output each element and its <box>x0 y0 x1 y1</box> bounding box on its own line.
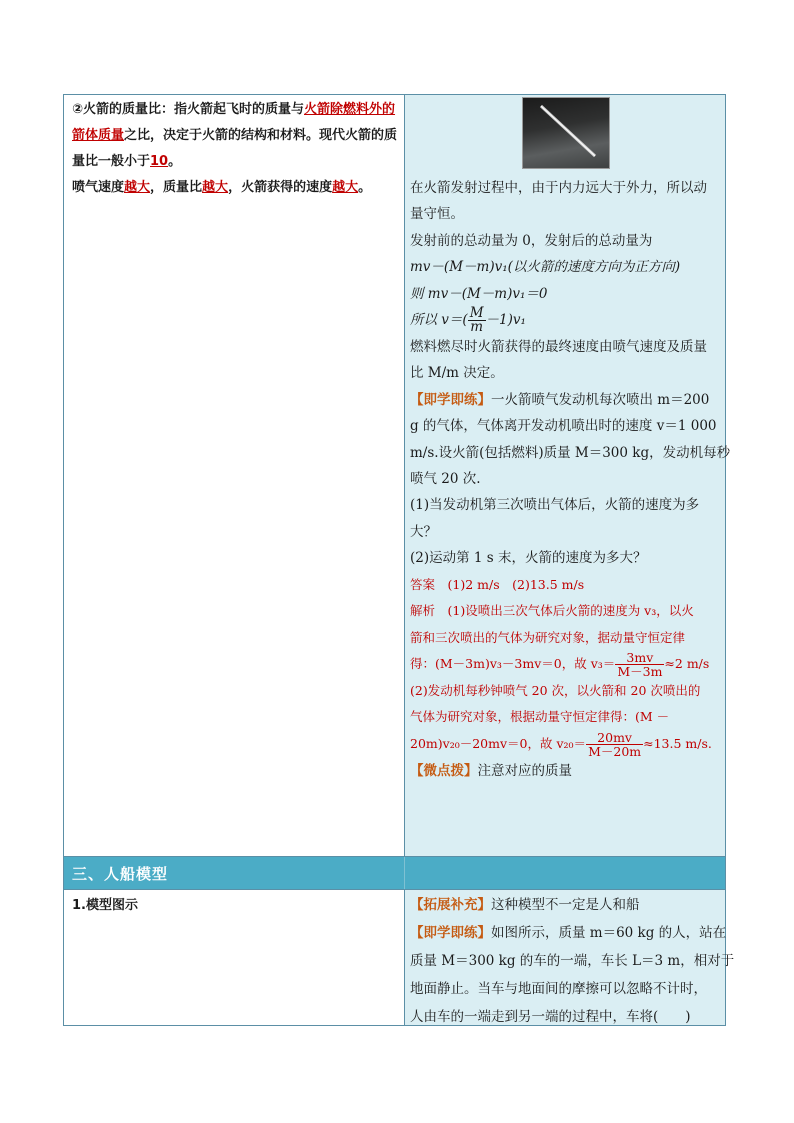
text-part: 一火箭喷气发动机每次喷出 m＝200 <box>491 391 710 408</box>
analysis-line: 解析 (1)设喷出三次气体后火箭的速度为 v₃，以火 <box>410 603 694 619</box>
text-line: 人由车的一端走到另一端的过程中，车将( ) <box>410 1009 691 1025</box>
formula-part: ≈13.5 m/s. <box>643 735 712 751</box>
formula-part: 得：(M－3m)v₃－3mv＝0，故 v₃＝ <box>410 655 616 671</box>
analysis-line <box>410 731 722 758</box>
formula-line: 则 mv－(M－m)v₁＝0 <box>410 285 548 302</box>
formula-part: －1)v₁ <box>485 312 526 329</box>
tip-tag: 【微点拨】 <box>410 762 478 779</box>
text-line: 地面静止。当车与地面间的摩擦可以忽略不计时， <box>410 981 707 997</box>
text-line: (2)运动第 1 s 末，火箭的速度为多大？ <box>410 550 647 567</box>
speed-text: 喷气速度 <box>72 180 125 195</box>
text-line: (1)当发动机第三次喷出气体后，火箭的速度为多 <box>410 497 700 514</box>
formula-line <box>410 307 722 334</box>
text-line: g 的气体，气体离开发动机喷出时的速度 v＝1 000 <box>410 418 717 435</box>
right-cell-text <box>410 175 731 784</box>
supplement-tag: 【拓展补充】 <box>410 897 491 913</box>
denominator: M－20m <box>588 743 642 759</box>
text-part: 这种模型不一定是人和船 <box>491 897 640 913</box>
answer-line: 答案 (1)2 m/s (2)13.5 m/s <box>410 576 585 592</box>
formula-part: 20m)v₂₀－20mv＝0，故 v₂₀＝ <box>410 735 587 751</box>
model-diagram-title: 1.模型图示 <box>72 898 138 913</box>
fraction <box>615 651 664 678</box>
analysis-line: 箭和三次喷出的气体为研究对象，据动量守恒定律 <box>410 629 686 645</box>
denominator: m <box>470 319 483 336</box>
analysis-line: (2)发动机每秒钟喷气 20 次，以火箭和 20 次喷出的 <box>410 682 701 698</box>
text-line: 质量 M＝300 kg 的车的一端，车长 L＝3 m，相对于 <box>410 953 735 969</box>
text-part: 如图所示，质量 m＝60 kg 的人，站在 <box>491 925 727 941</box>
text-line: m/s.设火箭(包括燃料)质量 M＝300 kg，发动机每秒 <box>410 444 731 461</box>
formula-line: mv－(M－m)v₁(以火箭的速度方向为正方向) <box>410 259 681 276</box>
exercise-line <box>410 919 727 947</box>
exercise-tag: 【即学即练】 <box>410 391 491 408</box>
numerator: 20mv <box>586 731 643 745</box>
formula-part: 所以 v＝( <box>410 312 468 329</box>
text-line: 在火箭发射过程中，由于内力远大于外力，所以动 <box>410 180 707 196</box>
speed-text: ，火箭获得的速度 <box>228 180 333 195</box>
punct: 。 <box>358 180 372 195</box>
section-title: 三、人船模型 <box>72 865 169 883</box>
denominator: M－3m <box>617 663 663 679</box>
content-table <box>63 94 735 1026</box>
mass-ratio-definition: ②火箭的质量比：指火箭起飞时的质量与 <box>72 102 305 117</box>
header-divider <box>404 857 405 889</box>
rocket-trail-image <box>523 98 609 168</box>
text-line: 量守恒。 <box>410 206 464 223</box>
analysis-line <box>410 651 722 678</box>
highlight-term: 越大 <box>202 180 229 195</box>
mass-ratio-text: 之比，决定于火箭的结构和材料。现代火箭的质量比一般小于 <box>72 128 398 169</box>
text-line: 比 M/m 决定。 <box>410 365 504 382</box>
text-line: 发射前的总动量为 0，发射后的总动量为 <box>410 232 653 249</box>
rocket-launch-photo <box>522 97 610 169</box>
punct: 。 <box>168 154 182 169</box>
text-line: 燃料燃尽时火箭获得的最终速度由喷气速度及质量 <box>410 339 707 356</box>
lower-right-text <box>410 891 735 1031</box>
exercise-tag: 【即学即练】 <box>410 925 491 941</box>
supplement-line <box>410 891 722 919</box>
highlight-term: 越大 <box>332 180 359 195</box>
tip-line <box>410 758 722 784</box>
section-header-row <box>64 856 725 890</box>
formula-part: ≈2 m/s <box>664 655 710 671</box>
left-cell-text <box>72 97 400 201</box>
text-line: 喷气 20 次. <box>410 471 481 488</box>
highlight-term: 越大 <box>124 180 151 195</box>
highlight-number: 10 <box>150 154 169 169</box>
numerator: M <box>469 305 484 322</box>
text-part: 注意对应的质量 <box>477 762 572 779</box>
exercise-line <box>410 387 722 413</box>
speed-text: ，质量比 <box>150 180 203 195</box>
text-line: 大？ <box>410 523 437 540</box>
analysis-line: 气体为研究对象，根据动量守恒定律得：(M － <box>410 709 670 725</box>
numerator: 3mv <box>615 651 664 665</box>
highlight-term: 火箭除燃料外的箭体质量 <box>72 102 396 143</box>
fraction <box>586 731 643 758</box>
fraction <box>468 307 486 334</box>
